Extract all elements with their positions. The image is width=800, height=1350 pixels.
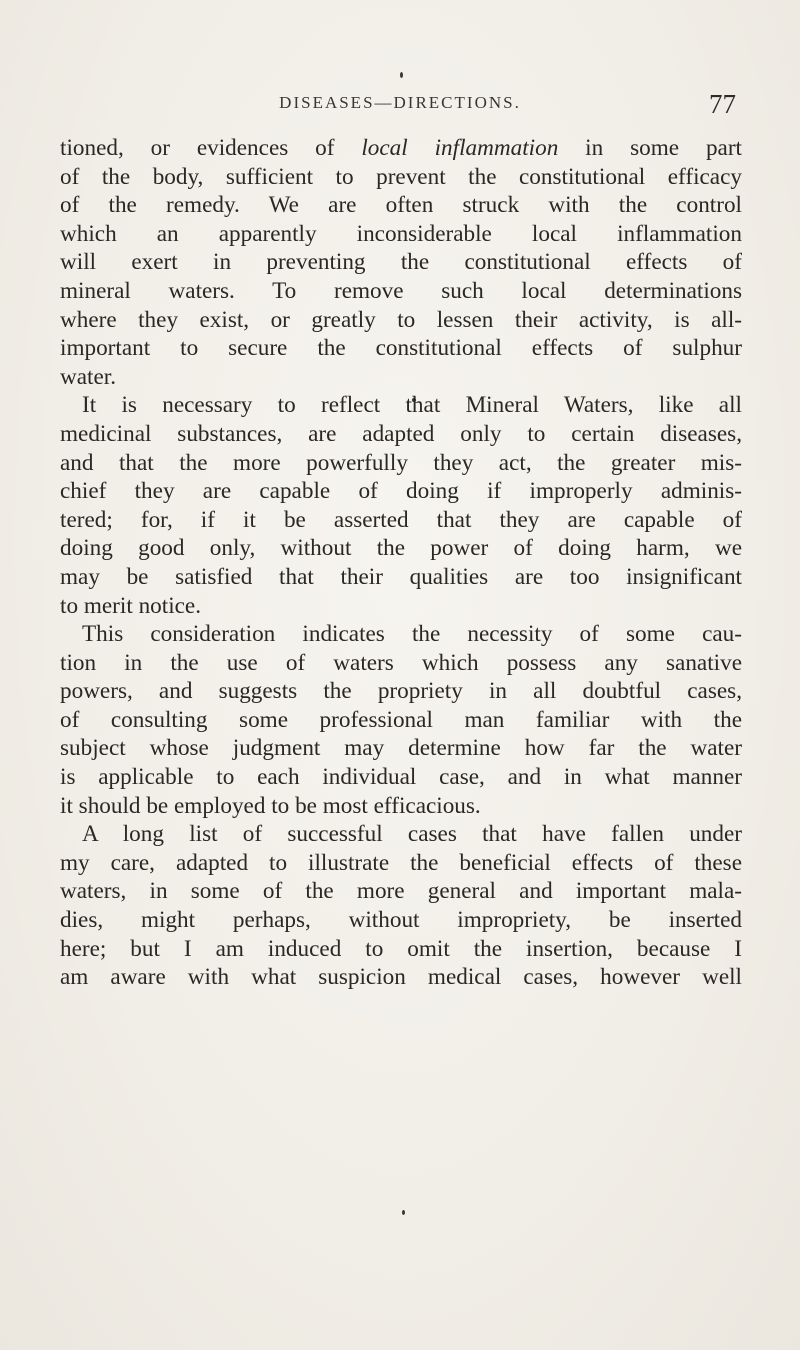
running-title: DISEASES—DIRECTIONS.	[279, 93, 521, 112]
text-line: medicinal substances, are adapted only to certain diseases,	[60, 420, 742, 447]
text-line: powers, and suggests the propriety in all doubtful cases,	[60, 678, 742, 705]
text-line: dies, might perhaps, without impropriety, be inserted	[60, 907, 742, 934]
text-line: mineral waters. To remove such local determinations	[60, 277, 742, 304]
text-line: may be satisfied that their qualities are too insignificant	[60, 563, 742, 590]
text-line: and that the more powerfully they act, the greater mis-	[60, 449, 742, 476]
text-line: of the body, sufficient to prevent the constitutional efficacy	[60, 163, 742, 190]
text-line: where they exist, or greatly to lessen their activity, is all-	[60, 306, 742, 333]
ink-speck	[402, 1210, 405, 1215]
text-line: will exert in preventing the constitutional effects of	[60, 249, 742, 276]
text-line: tion in the use of waters which possess any sanative	[60, 649, 742, 676]
ink-speck	[400, 72, 403, 78]
text-line: subject whose judgment may determine how far the water	[60, 735, 742, 762]
paragraph-start-line: A long list of successful cases that have fallen under	[82, 821, 742, 848]
text-line: is applicable to each individual case, and in what manner	[60, 764, 742, 791]
text-line: of consulting some professional man familiar with the	[60, 706, 742, 733]
text-line: important to secure the constitutional effects of sulphur	[60, 335, 742, 362]
text-line: doing good only, without the power of doing harm, we	[60, 535, 742, 562]
page-number: 77	[709, 89, 736, 119]
text-line: my care, adapted to illustrate the beneficial effects of these	[60, 849, 742, 876]
paragraph-start-line: It is necessary to reflect that Mineral Waters, like all	[82, 392, 742, 419]
text-line: tered; for, if it be asserted that they are capable of	[60, 506, 742, 533]
text-line: which an apparently inconsiderable local inflammation	[60, 220, 742, 247]
text-line: to merit notice.	[60, 592, 202, 619]
text-line: tioned, or evidences of local inflammation in some part	[60, 135, 742, 161]
paragraph-start-line: This consideration indicates the necessity of some cau-	[82, 621, 742, 648]
running-head	[60, 89, 740, 127]
text-line: it should be employed to be most efficacious.	[60, 792, 481, 819]
text-line: of the remedy. We are often struck with the control	[60, 192, 742, 219]
text-line: am aware with what suspicion medical cases, however well	[60, 964, 742, 991]
emphasized-phrase: local inflammation	[361, 135, 559, 161]
text-line: chief they are capable of doing if improperly adminis-	[60, 478, 742, 505]
text-line: here; but I am induced to omit the insertion, because I	[60, 935, 742, 962]
text-line: waters, in some of the more general and important mala-	[60, 878, 742, 905]
text-line: water.	[60, 363, 117, 390]
body-text	[60, 134, 742, 992]
